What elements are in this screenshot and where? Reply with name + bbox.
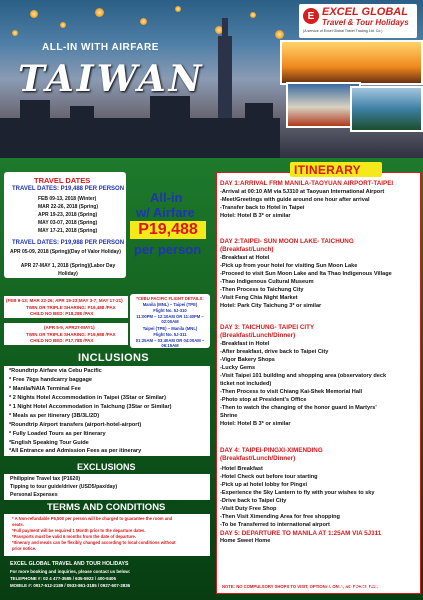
inclusion-item: * Fully Loaded Tours as per Itinerary xyxy=(9,431,106,437)
itinerary-day-2-meals: (Breakfast/Lunch) xyxy=(220,246,274,253)
hero-title: TAIWAN xyxy=(18,58,205,100)
itinerary-title: ITINERARY xyxy=(294,163,361,177)
promo-dates: (FEB 9-13; MAR 22-26; APR 19-23;MAY 3-7; MAY 17-21) xyxy=(6,298,123,303)
itinerary-day-4-heading: DAY 4: TAIPEI-PINGXI-XIMENDING xyxy=(220,447,323,454)
inclusion-item: * 1 Night Hotel Accommodation in Taichung (3Star or Similar) xyxy=(9,404,172,410)
itinerary-day-2-heading: DAY 2:TAIPEI- SUN MOON LAKE- TAICHUNG xyxy=(220,238,354,245)
itinerary-item: -Visit Feng Chia Night Market xyxy=(220,295,298,301)
terms-item: seats. xyxy=(12,522,24,527)
itinerary-item: -Breakfast in Hotel xyxy=(220,341,270,347)
itinerary-item: -Arrival at 00:10 AM via 5J310 at Taoyuan International Airport xyxy=(220,189,385,195)
travel-dates-price-1: TRAVEL DATES: P19,488 PER PERSON xyxy=(12,186,125,192)
contact-mobile: MOBILE #: 0917-512-2189 / 0933-861-3185 / 0927-607-2836 xyxy=(10,583,131,588)
brand-logo xyxy=(299,4,417,38)
itinerary-item: -Proceed to visit Sun Moon Lake and Ita Thao Indigenous Village xyxy=(220,271,392,277)
date-item: APR 19-23, 2018 (Spring) xyxy=(38,212,98,218)
watermark: PostAds.ph xyxy=(340,577,413,592)
terms-item: *Passports must be valid 6 months from the date of departure. xyxy=(12,534,137,539)
terms-item: *Full payment will be required 1 Month prior to the departure dates. xyxy=(12,528,146,533)
inclusion-item: * 2 Nights Hotel Accommodation in Taipei (3Star or Similar) xyxy=(9,395,166,401)
itinerary-item: ticket not included) xyxy=(220,381,272,387)
contact-instruction: For more booking and inquiries, please contact us below: xyxy=(10,569,131,574)
itinerary-item: -Lucky Gems xyxy=(220,365,256,371)
itinerary-item: -Then to watch the changing of the honor guard in Martyrs' xyxy=(220,405,377,411)
flight-title: *CEBU PACIFIC FLIGHT DETAILS: xyxy=(136,296,204,301)
promo-child-price: CHILD NO BED: P17,788 /PAX xyxy=(30,338,94,343)
inclusion-item: *English Speaking Tour Guide xyxy=(9,440,89,446)
itinerary-item: Shrine xyxy=(220,413,238,419)
allin-airfare-label: w/ Airfare xyxy=(136,205,195,220)
itinerary-day-3-heading: DAY 3: TAICHUNG- TAIPEI CITY xyxy=(220,324,315,331)
exclusion-item: Tipping to tour guide/driver (USD5/pax/day) xyxy=(10,484,118,490)
itinerary-day-4-meals: (Breakfast/Lunch/Dinner) xyxy=(220,455,296,462)
itinerary-item: -Meet/Greetings with guide around one hour after arrival xyxy=(220,197,370,203)
photo-lake xyxy=(350,86,423,132)
hero-banner xyxy=(0,0,423,158)
itinerary-item: -Then Process to Taichung City xyxy=(220,287,304,293)
allin-per-person: per person xyxy=(134,242,202,257)
itinerary-item: -Then Visit Ximending Area for free shopping xyxy=(220,514,340,520)
itinerary-item: -Visit Duty Free Shop xyxy=(220,506,277,512)
terms-item: prior notice. xyxy=(12,546,37,551)
itinerary-item: -After breakfast, drive back to Taipei City xyxy=(220,349,329,355)
globe-icon: E xyxy=(303,8,319,24)
itinerary-item: -Thao Indigenous Cultural Museum xyxy=(220,279,314,285)
itinerary-day-1-heading: DAY 1:ARRIVAL FRM MANILA-TAOYUAN AIRPORT-TAIPEI xyxy=(220,180,394,187)
itinerary-item: -Experience the Sky Lantern to fly with your wishes to sky xyxy=(220,490,375,496)
inclusion-item: *Roundtrip Airport transfers (airport-hotel-airport) xyxy=(9,422,142,428)
itinerary-day-5-heading: DAY 5: DEPARTURE TO MANILA AT 1:25AM VIA 5J311 xyxy=(220,530,382,537)
itinerary-item: -Vigor Bakery Shops xyxy=(220,357,275,363)
itinerary-item: Home Sweet Home xyxy=(220,538,271,544)
flight-outbound-number: Flight No. 5J-310 xyxy=(153,308,187,313)
terms-title: TERMS AND CONDITIONS xyxy=(47,502,166,513)
inclusion-item: *Roundtrip Airfare via Cebu Pacific xyxy=(9,368,102,374)
hero-tagline: ALL-IN WITH AIRFARE xyxy=(42,42,159,53)
exclusion-item: Personal Expenses xyxy=(10,492,58,498)
itinerary-item: -Hotel Check out before tour starting xyxy=(220,474,318,480)
itinerary-item: -Hotel Breakfast xyxy=(220,466,263,472)
itinerary-day-3-meals: (Breakfast/Lunch/Dinner) xyxy=(220,332,296,339)
date-item: FEB 09-13, 2018 (Winter) xyxy=(38,196,97,202)
allin-label: All-in xyxy=(150,190,183,205)
photo-lanterns xyxy=(280,40,423,85)
itinerary-note: NOTE: NO COMPULSORY SHOPS TO VISIT, OPTIONAL ONLY, NO FORCE FEE. xyxy=(222,584,379,589)
flight-return-number: Flight No. 5J-311 xyxy=(153,332,187,337)
itinerary-item: -Pick up at hotel lobby for Pingxi xyxy=(220,482,308,488)
date-item-holiday: APR 27-MAY 1, 2018 (Spring)(Labor Day Holiday) xyxy=(20,263,116,277)
contact-telephone: TELEPHONE #: 02 4 477-3585 / 635-5922 / 400-9406 xyxy=(10,576,116,581)
promo-dates: (APR 5-9, APR27-MAY1) xyxy=(44,325,95,330)
flight-return-time: 01:25AM – 03:40AM OR 04:00AM – 06:15AM xyxy=(135,338,205,348)
date-item: MAY 17-21, 2018 (Spring) xyxy=(38,228,98,234)
brand-note: (A service of Excel Global Travel Trading Ltd. Co.) xyxy=(303,29,383,33)
inclusion-item: * Meals as per itinerary (3B/3L/2D) xyxy=(9,413,100,419)
promo-child-price: CHILD NO BED: P18,288 /PAX xyxy=(30,311,94,316)
date-item-holiday: APR 05-09, 2018 (Spring)(Day of Valor Holiday) xyxy=(10,249,121,255)
inclusion-item: *All Entrance and Admission Fees as per itinerary xyxy=(9,448,142,454)
exclusion-item: Philippine Travel tax (P1620) xyxy=(10,476,81,482)
itinerary-item: -Photo stop at President's Office xyxy=(220,397,307,403)
itinerary-item: -Transfer back to Hotel in Taipei xyxy=(220,205,305,211)
inclusion-item: * Free 7kgs handcarry baggage xyxy=(9,377,93,383)
promo-twin-price: TWIN OR TRIPLE SHARING: P19,988 /PAX xyxy=(26,332,116,337)
terms-item: *Itinerary and meals can be flexibly changed according to local conditions without xyxy=(12,540,176,545)
flight-outbound-route: Manila (MNL) – Taipei (TPE) xyxy=(142,302,198,307)
promo-twin-price: TWIN OR TRIPLE SHARING: P19,488 /PAX xyxy=(26,305,116,310)
itinerary-item: -Then Process to visit Chiang Kai-Shek Memorial Hall xyxy=(220,389,363,395)
allin-price: P19,488 xyxy=(130,221,206,239)
watermark-icon xyxy=(327,578,341,592)
itinerary-item: -To be Transferred to international airport xyxy=(220,522,330,528)
date-item: MAY 03-07, 2018 (Spring) xyxy=(38,220,98,226)
exclusions-title: EXCLUSIONS xyxy=(77,462,136,472)
terms-item: * A Non-refundable P6,500 per person will be charged to guarantee the room and xyxy=(12,516,173,521)
flight-outbound-time: 11:00PM – 12:10AM OR 11:40PM – 02:00AM xyxy=(136,314,204,324)
itinerary-item: Hotel: Park City Taichung 3* or similar xyxy=(220,303,322,309)
itinerary-item: Hotel: Hotel B 3* or similar xyxy=(220,421,291,427)
travel-dates-price-2: TRAVEL DATES: P19,988 PER PERSON xyxy=(12,240,125,246)
date-item: MAR 22-26, 2018 (Spring) xyxy=(38,204,99,210)
itinerary-item: Hotel: Hotel B 3* or similar xyxy=(220,213,291,219)
inclusion-item: * Manila/NAIA Terminal Fee xyxy=(9,386,81,392)
contact-company: EXCEL GLOBAL TRAVEL AND TOUR HOLIDAYS xyxy=(10,561,129,567)
brand-name: EXCEL GLOBAL xyxy=(322,6,408,18)
inclusions-title: INCLUSIONS xyxy=(78,352,149,364)
travel-dates-title: TRAVEL DATES xyxy=(34,176,91,185)
itinerary-item: -Drive back to Taipei City xyxy=(220,498,287,504)
itinerary-item: -Breakfast at Hotel xyxy=(220,255,270,261)
flight-return-route: Taipei (TPE) – Manila (MNL) xyxy=(142,326,198,331)
brand-subtitle: Travel & Tour Holidays xyxy=(322,18,409,27)
itinerary-item: -Pick up from your hotel for visiting Sun Moon Lake xyxy=(220,263,358,269)
itinerary-item: -Visit Taipei 101 building and shopping area (observatory deck xyxy=(220,373,387,379)
